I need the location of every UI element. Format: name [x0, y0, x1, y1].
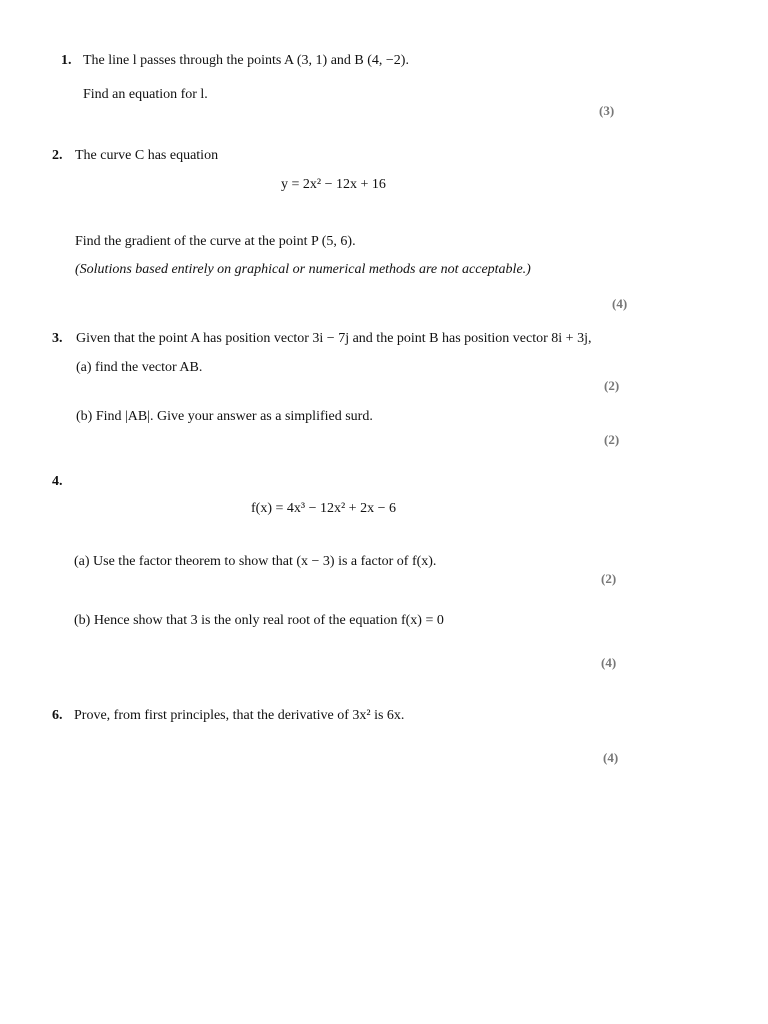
q6-line-1: Prove, from first principles, that the derivative of 3x² is 6x.: [74, 708, 405, 723]
q1-line-2: Find an equation for l.: [83, 87, 208, 102]
q3-number: 3.: [52, 331, 63, 346]
q2-equation: y = 2x² − 12x + 16: [281, 177, 386, 192]
q1-mark: (3): [599, 103, 615, 118]
q4-equation: f(x) = 4x³ − 12x² + 2x − 6: [251, 501, 396, 516]
q2-number: 2.: [52, 148, 63, 163]
q1-number: 1.: [61, 53, 72, 68]
q3-part-a-mark: (2): [604, 378, 620, 393]
q2-mark: (4): [612, 296, 628, 311]
q3-part-b-mark: (2): [604, 432, 620, 447]
q3-part-b: (b) Find |AB|. Give your answer as a simplified surd.: [76, 409, 373, 424]
q6-number: 6.: [52, 708, 63, 723]
q4-part-a-mark: (2): [601, 571, 617, 586]
q2-intro: The curve C has equation: [75, 148, 219, 163]
q2-line-1: Find the gradient of the curve at the point P (5, 6).: [75, 234, 356, 249]
q4-part-b-mark: (4): [601, 655, 617, 670]
q4-part-a: (a) Use the factor theorem to show that (x − 3) is a factor of f(x).: [74, 554, 437, 569]
q3-part-a: (a) find the vector AB.: [76, 360, 203, 375]
q3-intro: Given that the point A has position vector 3i − 7j and the point B has position vector 8i + 3j,: [76, 331, 592, 346]
q6-mark: (4): [603, 750, 619, 765]
q1-line-1: The line l passes through the points A (3, 1) and B (4, −2).: [83, 53, 409, 68]
q2-line-2: (Solutions based entirely on graphical or numerical methods are not acceptable.): [75, 262, 531, 277]
q4-part-b: (b) Hence show that 3 is the only real root of the equation f(x) = 0: [74, 613, 444, 628]
q4-number: 4.: [52, 474, 63, 489]
